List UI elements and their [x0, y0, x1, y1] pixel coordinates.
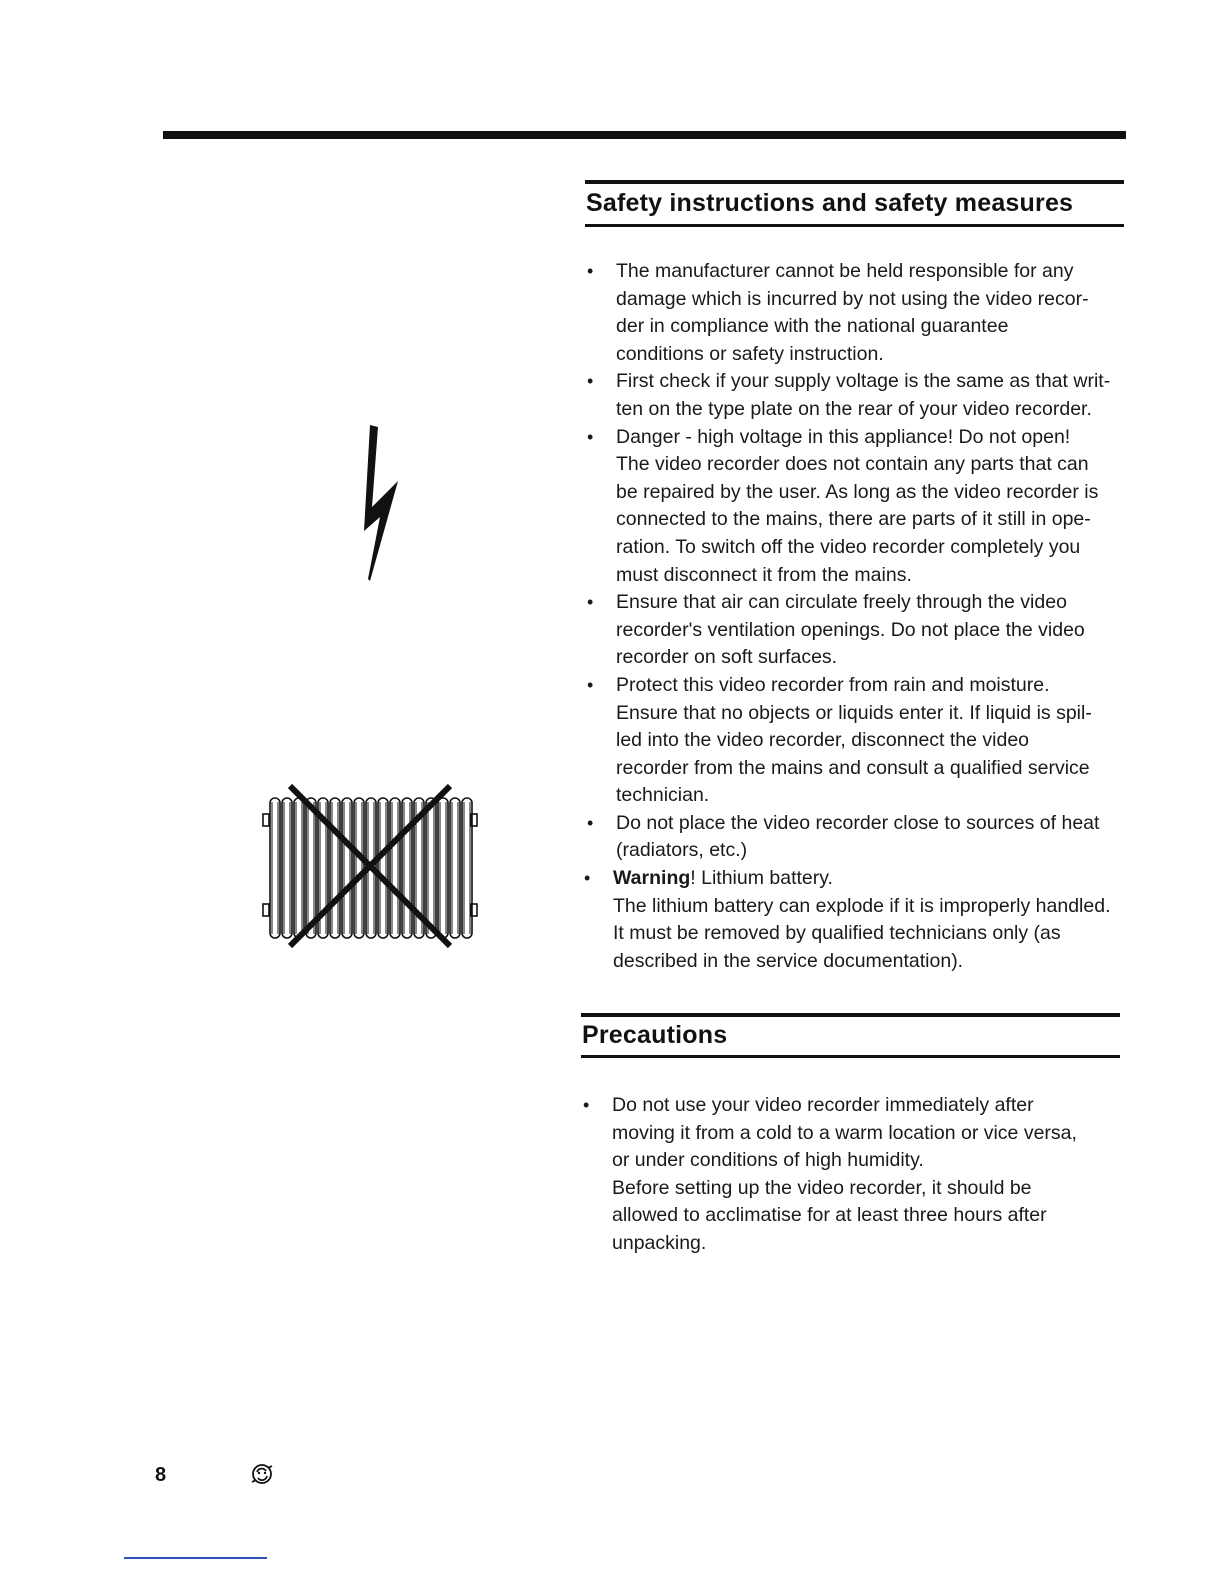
- precautions-list: [583, 1092, 1132, 1258]
- lightning-bolt-icon: [356, 425, 404, 585]
- bullet-icon: •: [587, 371, 594, 392]
- list-item: • Protect this video recorder from rain and moisture. Ensure that no objects or liquids enter it. If liquid is spil- led into the video recorder, disconnect the video recorder from the mains and consult a qualified service technician.: [587, 673, 1092, 807]
- list-item: • Ensure that air can circulate freely through the video recorder's ventilation openings. Do not place the video recorder on soft surfaces.: [587, 591, 1085, 669]
- bullet-icon: •: [587, 674, 594, 695]
- crossed-out-radiator-icon: [258, 780, 488, 952]
- list-item: • Warning! Lithium battery. The lithium battery can explode if it is improperly handled. It must be removed by qualified technicians only (as described in the service documentation).: [584, 867, 1111, 972]
- warning-label: Warning: [613, 867, 691, 890]
- list-item: • Do not place the video recorder close to sources of heat (radiators, etc.): [587, 811, 1100, 862]
- safety-heading-box: [585, 180, 1124, 227]
- list-item: • The manufacturer cannot be held responsible for any damage which is incurred by not using the video recor- der in compliance with the national guarantee conditions or safety instruction.: [587, 260, 1089, 365]
- bullet-icon: •: [587, 592, 594, 613]
- bullet-icon: •: [587, 261, 594, 281]
- safety-heading: Safety instructions and safety measures: [586, 189, 1074, 217]
- precautions-heading-box: [581, 1013, 1120, 1058]
- bullet-icon: •: [587, 426, 594, 447]
- page-number: 8: [155, 1464, 167, 1486]
- list-item: • Danger - high voltage in this appliance! Do not open! The video recorder does not contain any parts that can be repaired by the user. As long as the video recorder is connected to the mains, there are parts of it still in ope- ration. To switch off the video recorder completely you must disconnect it from the mains.: [587, 425, 1099, 586]
- bullet-icon: •: [587, 812, 594, 833]
- recycle-icon: [248, 1460, 276, 1488]
- precautions-heading: Precautions: [582, 1021, 728, 1049]
- safety-list: [584, 258, 1136, 975]
- bullet-icon: •: [583, 1095, 590, 1115]
- bullet-icon: •: [584, 868, 591, 889]
- list-item: • First check if your supply voltage is the same as that writ- ten on the type plate on the rear of your video recorder.: [587, 370, 1111, 420]
- top-rule: [163, 131, 1126, 139]
- list-item: • Do not use your video recorder immediately after moving it from a cold to a warm location or vice versa, or under conditions of high humidity. Before setting up the video recorder, it should be allowed to acclimatise for at least three hours after unpacking.: [583, 1094, 1077, 1254]
- footer-line: [124, 1557, 267, 1559]
